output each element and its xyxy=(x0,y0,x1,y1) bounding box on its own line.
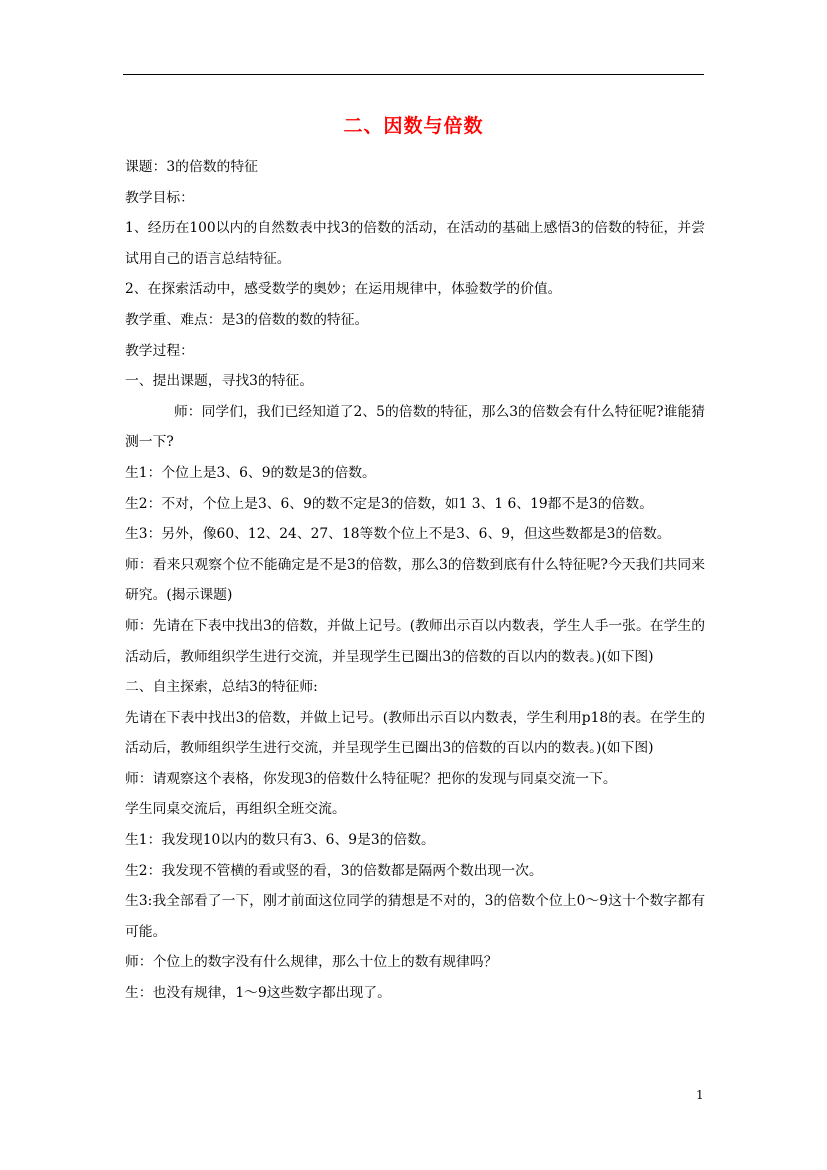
paragraph-student-3: 生3：另外，像60、12、24、27、18等数个位上不是3、6、9，但这些数都是3的倍数。 xyxy=(125,526,671,543)
paragraph-teacher-5: 师：个位上的数字没有什么规律，那么十位上的数有规律吗？ xyxy=(125,954,498,971)
paragraph-instruction: 先请在下表中找出3的倍数，并做上记号。(教师出示百以内数表，学生利用p18的表。在学生的活动后，教师组织学生进行交流，并呈现学生已圈出3的倍数的百以内的数表。)(如下图) xyxy=(125,709,705,757)
document-title: 二、因数与倍数 xyxy=(343,115,484,137)
header-rule xyxy=(123,74,704,75)
paragraph-teacher-2: 师：看来只观察个位不能确定是不是3的倍数，那么3的倍数到底有什么特征呢?今天我们共同来研究。(揭示课题) xyxy=(125,556,705,604)
paragraph-student-6: 生3:我全部看了一下，刚才前面这位同学的猜想是不对的，3的倍数个位上0～9这十个数字都有可能。 xyxy=(125,893,705,940)
paragraph-section-1-heading: 一、提出课题，寻找3的特征。 xyxy=(125,373,314,390)
paragraph-student-7: 生：也没有规律，1～9这些数字都出现了。 xyxy=(125,985,391,1002)
paragraph-process-heading: 教学过程： xyxy=(125,342,194,359)
paragraph-student-5: 生2：我发现不管横的看或竖的看，3的倍数都是隔两个数出现一次。 xyxy=(125,862,543,879)
paragraph-teacher-intro: 师：同学们，我们已经知道了2、5的倍数的特征，那么3的倍数会有什么特征呢?谁能猜测一下? xyxy=(125,403,705,451)
page-number: 1 xyxy=(696,1088,704,1102)
paragraph-teacher-4: 师：请观察这个表格，你发现3的倍数什么特征呢？把你的发现与同桌交流一下。 xyxy=(125,770,617,787)
paragraph-key-points: 教学重、难点：是3的倍数的数的特征。 xyxy=(125,311,369,328)
paragraph-student-4: 生1：我发现10以内的数只有3、6、9是3的倍数。 xyxy=(125,832,435,849)
paragraph-objective-2: 2、在探索活动中，感受数学的奥妙；在运用规律中，体验数学的价值。 xyxy=(125,281,562,298)
paragraph-objective-1: 1、经历在100以内的自然数表中找3的倍数的活动，在活动的基础上感悟3的倍数的特征，并尝试用自己的语言总结特征。 xyxy=(125,220,705,267)
document-body xyxy=(125,152,705,1009)
paragraph-student-1: 生1：个位上是3、6、9的数是3的倍数。 xyxy=(125,464,376,481)
paragraph-objectives-heading: 教学目标： xyxy=(125,189,194,206)
paragraph-section-2-heading: 二、自主探索，总结3的特征师: xyxy=(125,679,318,696)
paragraph-student-2: 生2：不对，个位上是3、6、9的数不定是3的倍数，如1 3、1 6、19都不是3的倍数。 xyxy=(125,495,654,512)
paragraph-class-discussion: 学生同桌交流后，再组织全班交流。 xyxy=(125,801,346,818)
paragraph-topic: 课题：3的倍数的特征 xyxy=(125,159,258,175)
paragraph-teacher-3: 师：先请在下表中找出3的倍数，并做上记号。(教师出示百以内数表，学生人手一张。在学生的活动后，教师组织学生进行交流，并呈现学生已圈出3的倍数的百以内的数表。)(如下图) xyxy=(125,617,705,665)
